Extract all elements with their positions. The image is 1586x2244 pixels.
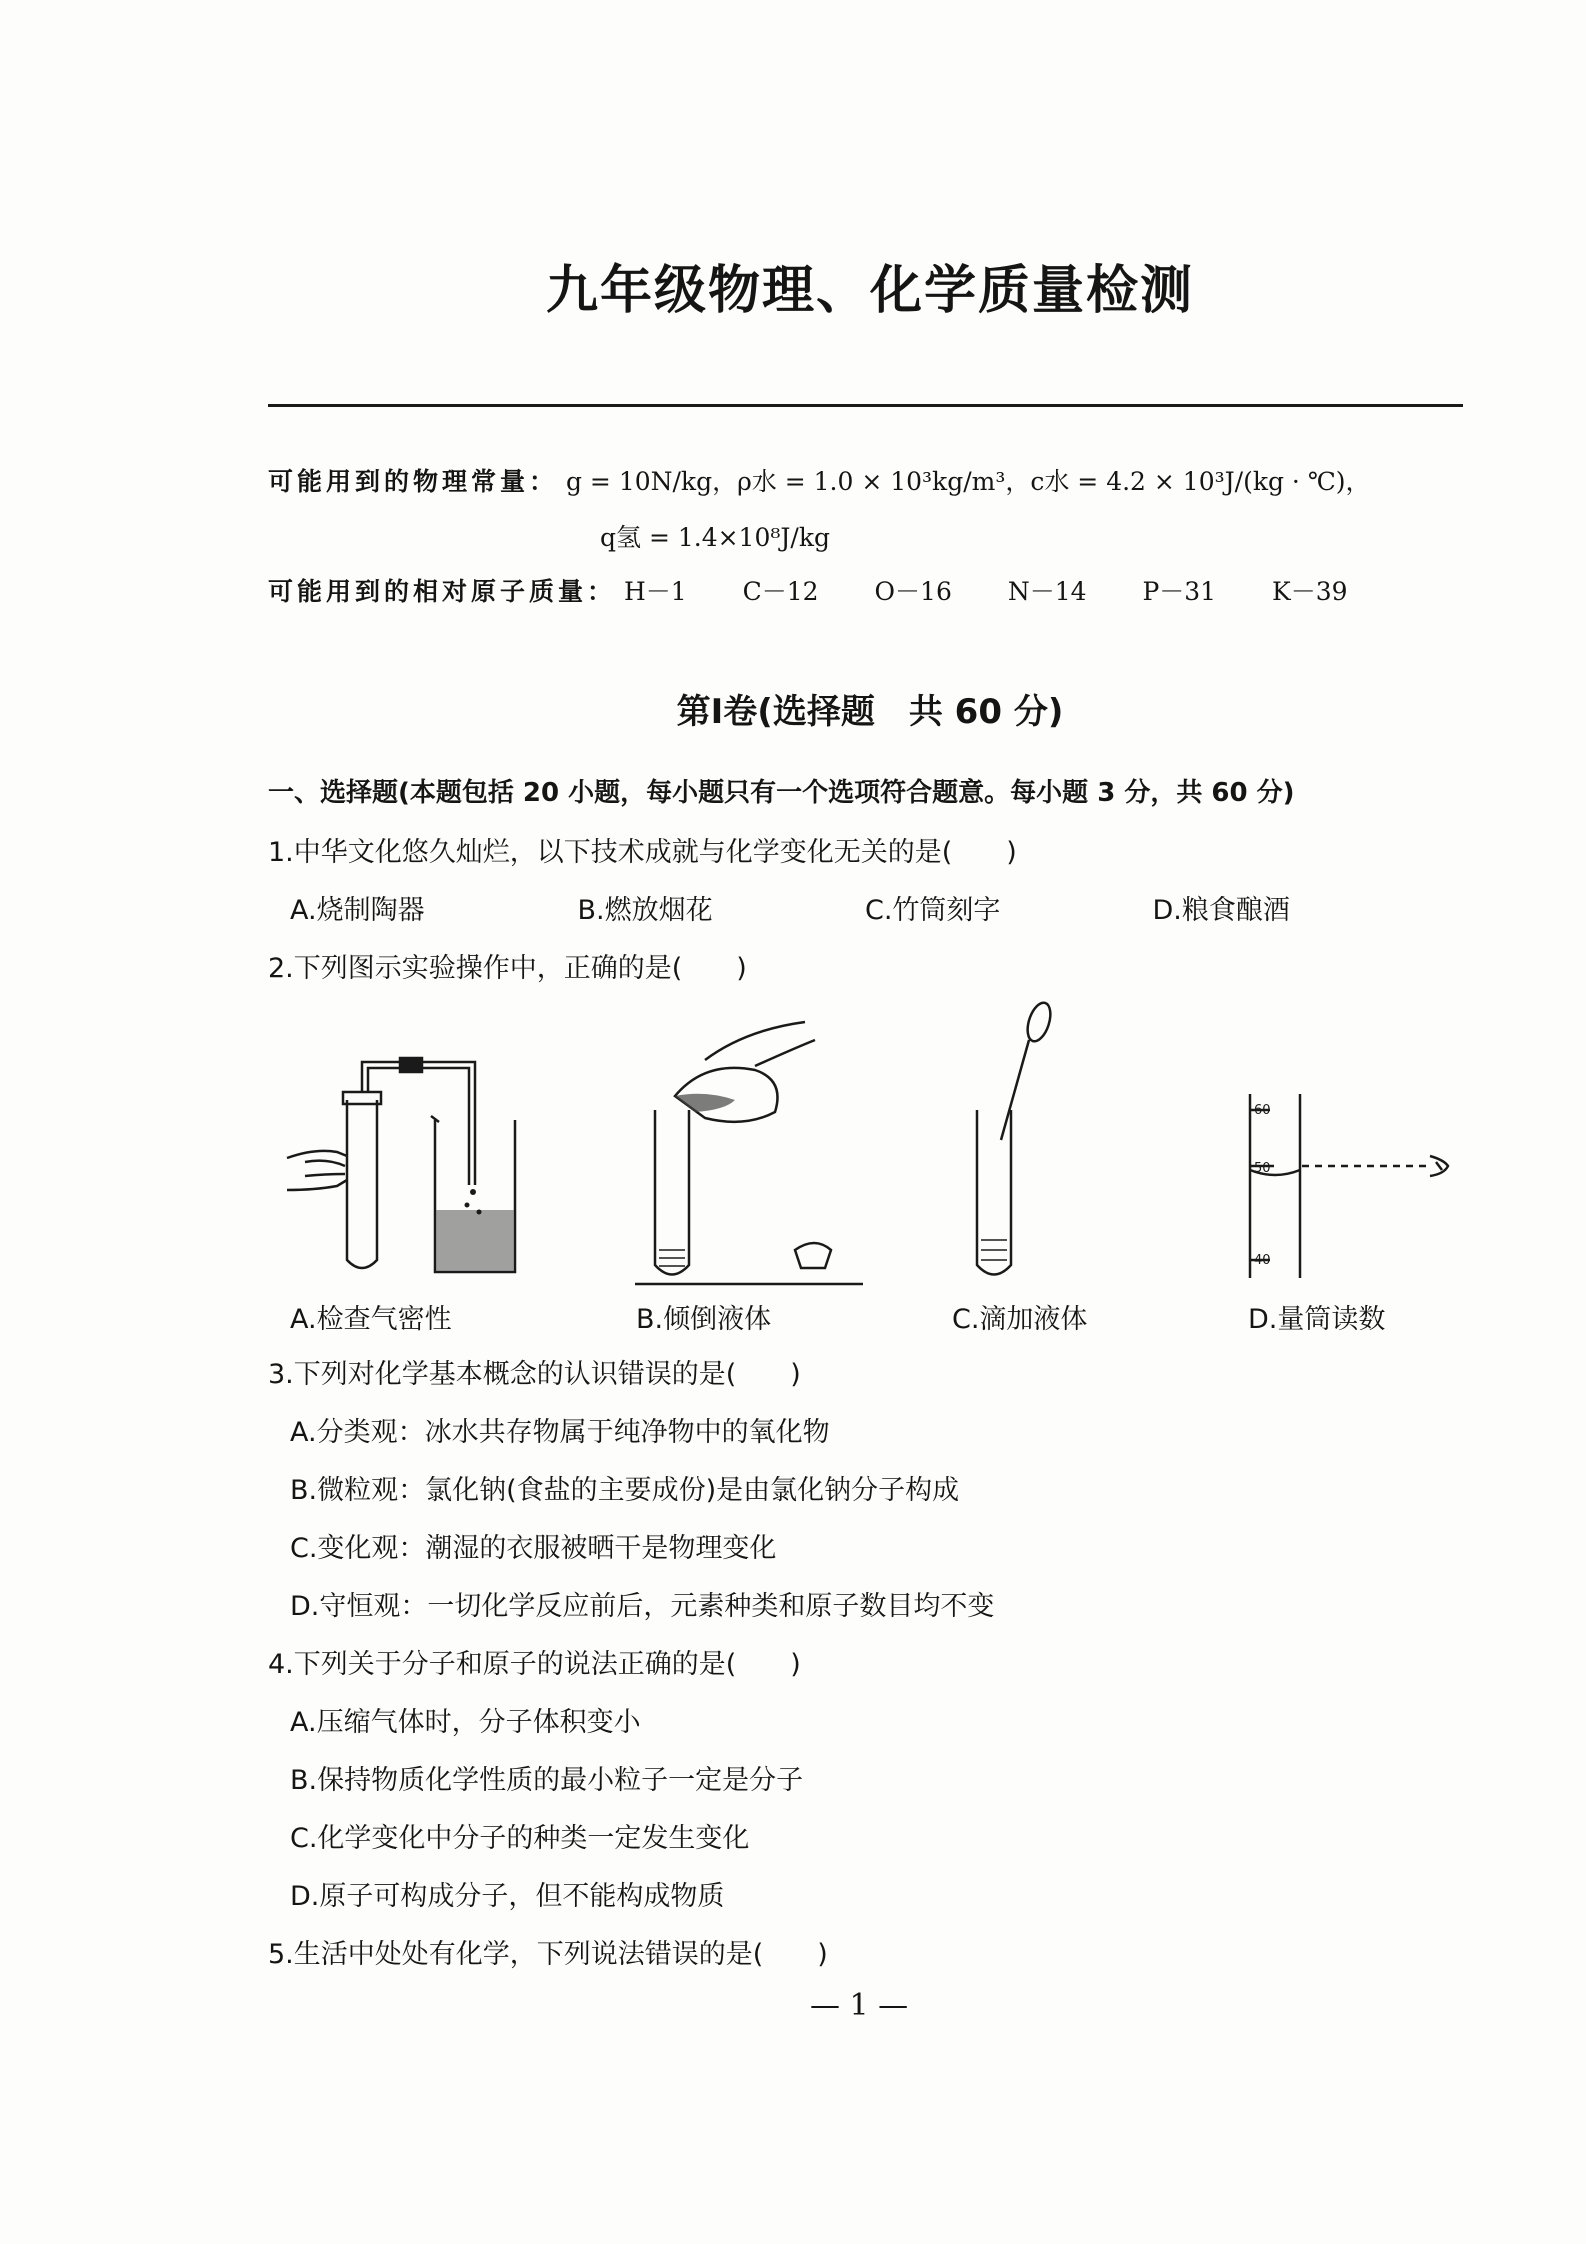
part-heading: 一、选择题(本题包括 20 小题，每小题只有一个选项符合题意。每小题 3 分，共 60 分) — [268, 778, 1295, 808]
question-2-option-a: A.检查气密性 — [290, 1304, 452, 1335]
physics-constants-line2: q氢 = 1.4×10⁸J/kg — [600, 523, 830, 552]
question-3-option-d: D.守恒观：一切化学反应前后，元素种类和原子数目均不变 — [290, 1591, 995, 1622]
question-4-option-a: A.压缩气体时，分子体积变小 — [290, 1707, 641, 1738]
question-4-option-b: B.保持物质化学性质的最小粒子一定是分子 — [290, 1765, 804, 1796]
atomic-mass-k: K－39 — [1272, 577, 1348, 606]
cylinder-mark-50: 50 — [1254, 1161, 1271, 1176]
beaker-water — [436, 1210, 514, 1271]
atomic-mass-label: 可能用到的相对原子质量： — [268, 577, 617, 606]
eye-icon — [1430, 1156, 1448, 1176]
physics-constants-values: g = 10N/kg，ρ水 = 1.0 × 10³kg/m³，c水 = 4.2 × 10³J/(kg · ℃)， — [565, 467, 1371, 496]
cylinder-reading-figure — [1230, 1090, 1470, 1290]
question-5-stem: 5.生活中处处有化学，下列说法错误的是( ) — [268, 1939, 828, 1970]
question-3-stem: 3.下列对化学基本概念的认识错误的是( ) — [268, 1359, 801, 1390]
page-number: — 1 — — [810, 1988, 909, 2023]
title-divider — [268, 404, 1463, 407]
question-1-option-c: C.竹筒刻字 — [865, 895, 1001, 926]
question-1-options — [290, 888, 1440, 927]
question-4-option-d: D.原子可构成分子，但不能构成物质 — [290, 1881, 725, 1912]
question-2-option-c: C.滴加液体 — [952, 1304, 1088, 1335]
question-3-option-c: C.变化观：潮湿的衣服被晒干是物理变化 — [290, 1533, 777, 1564]
question-3-option-b: B.微粒观：氯化钠(食盐的主要成份)是由氯化钠分子构成 — [290, 1475, 960, 1506]
atomic-mass-o: O－16 — [874, 577, 952, 606]
airtightness-check-figure — [285, 1040, 525, 1280]
question-4-option-c: C.化学变化中分子的种类一定发生变化 — [290, 1823, 750, 1854]
question-2-stem: 2.下列图示实验操作中，正确的是( ) — [268, 953, 747, 984]
question-1-option-d: D.粮食酿酒 — [1152, 895, 1290, 926]
dropping-liquid-figure — [955, 1000, 1075, 1290]
atomic-mass-h: H－1 — [623, 577, 687, 606]
atomic-mass-c: C－12 — [742, 577, 819, 606]
physics-constants-line — [268, 462, 1371, 498]
atomic-mass-p: P－31 — [1142, 577, 1217, 606]
physics-constants-label: 可能用到的物理常量： — [268, 467, 559, 496]
cylinder-mark-60: 60 — [1254, 1103, 1271, 1118]
page-title: 九年级物理、化学质量检测 — [545, 260, 1194, 321]
question-1-option-a: A.烧制陶器 — [290, 895, 425, 926]
question-3-option-a: A.分类观：冰水共存物属于纯净物中的氧化物 — [290, 1417, 830, 1448]
question-1-stem: 1.中华文化悠久灿烂，以下技术成就与化学变化无关的是( ) — [268, 837, 1017, 868]
question-2-figures — [270, 1000, 1470, 1300]
atomic-mass-line — [268, 572, 1396, 608]
pouring-liquid-figure — [635, 1000, 865, 1290]
question-2-option-d: D.量筒读数 — [1248, 1304, 1386, 1335]
cylinder-mark-40: 40 — [1254, 1253, 1271, 1268]
question-1-option-b: B.燃放烟花 — [577, 895, 713, 926]
question-4-stem: 4.下列关于分子和原子的说法正确的是( ) — [268, 1649, 801, 1680]
section-title: 第Ⅰ卷(选择题 共 60 分) — [676, 692, 1064, 732]
atomic-mass-n: N－14 — [1007, 577, 1087, 606]
question-2-option-b: B.倾倒液体 — [636, 1304, 772, 1335]
